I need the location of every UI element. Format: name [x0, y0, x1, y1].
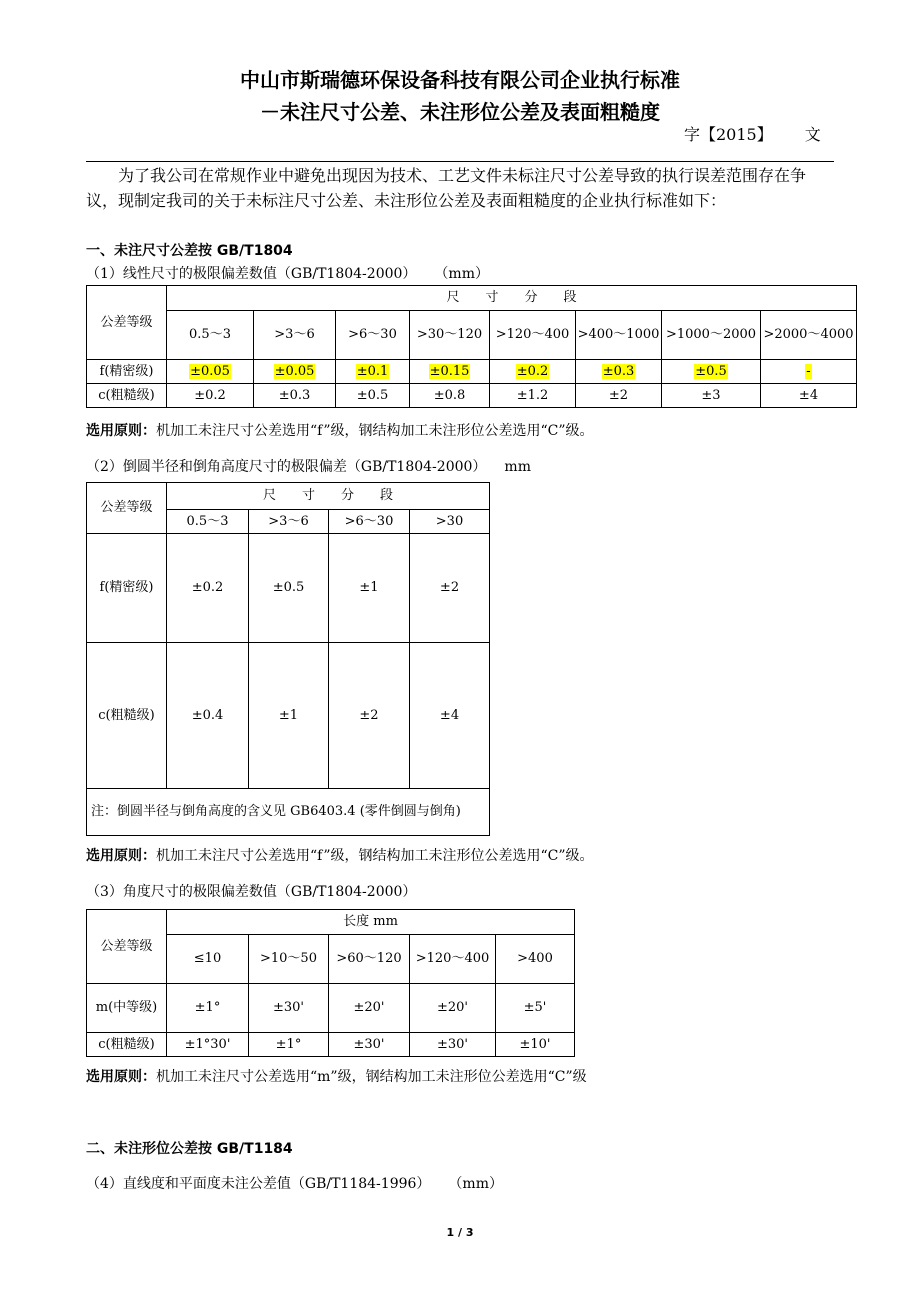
table2-cell: ±0.2: [167, 534, 249, 643]
table1-range: >3～6: [254, 311, 336, 360]
table2-note: 注：倒圆半径与倒角高度的含义见 GB6403.4 (零件倒圆与倒角): [87, 789, 490, 836]
principle-1-label: 选用原则：: [86, 423, 156, 439]
table1-range: >2000～4000: [761, 311, 857, 360]
table3-cell: ±10': [496, 1033, 575, 1057]
table2-cell: ±1: [249, 643, 329, 789]
table1-cell: ±0.3: [254, 384, 336, 408]
doc-no-prefix: 字【2015】: [684, 125, 773, 144]
table2-caption-text: （2）倒圆半径和倒角高度尺寸的极限偏差（GB/T1804-2000）: [86, 459, 487, 475]
table1-range: 0.5～3: [167, 311, 254, 360]
table3-cell: ±20': [410, 984, 496, 1033]
table3-cell: ±20': [329, 984, 410, 1033]
angle-tolerance-table: [86, 909, 575, 1057]
table3-range: ≤10: [167, 935, 249, 984]
table-row: [87, 1033, 575, 1057]
table2-cell: ±4: [410, 643, 490, 789]
table1-cell: ±0.5: [695, 363, 727, 379]
table2-caption: [86, 456, 531, 476]
principle-3: [86, 1066, 587, 1086]
section2-heading: 二、未注形位公差按 GB/T1184: [86, 1141, 293, 1157]
table2-grade-f: f(精密级): [87, 534, 167, 643]
table2-unit: mm: [504, 459, 531, 475]
table1-range: >6～30: [336, 311, 410, 360]
table2-range: >30: [410, 510, 490, 534]
chamfer-tolerance-table: [86, 482, 490, 836]
table1-unit: （mm）: [434, 266, 489, 282]
table-row: [87, 643, 490, 789]
table3-range: >10～50: [249, 935, 329, 984]
principle-3-text: 机加工未注尺寸公差选用“m”级，钢结构加工未注形位公差选用“C”级: [156, 1069, 587, 1085]
table1-range: >1000～2000: [662, 311, 761, 360]
table3-range: >120～400: [410, 935, 496, 984]
table3-cell: ±30': [249, 984, 329, 1033]
table1-cell: ±0.3: [602, 363, 635, 379]
document-title: 中山市斯瑞德环保设备科技有限公司企业执行标准: [240, 68, 680, 92]
table1-grade-header: 公差等级: [87, 286, 167, 360]
table2-cell: ±1: [329, 534, 410, 643]
table3-cell: ±1°: [249, 1033, 329, 1057]
table3-caption: （3）角度尺寸的极限偏差数值（GB/T1804-2000）: [86, 884, 417, 900]
table2-grade-header: 公差等级: [87, 483, 167, 534]
table1-cell: ±0.1: [356, 363, 389, 379]
principle-1: [86, 420, 594, 440]
linear-tolerance-table: [86, 285, 857, 408]
table1-cell: ±4: [761, 384, 857, 408]
table1-cell: ±0.05: [190, 363, 230, 379]
table1-grade-c: c(粗糙级): [87, 384, 167, 408]
table1-cell: ±0.05: [274, 363, 315, 379]
table2-cell: ±0.5: [249, 534, 329, 643]
document-subtitle: －未注尺寸公差、未注形位公差及表面粗糙度: [260, 100, 660, 124]
table4-caption: [86, 1173, 503, 1193]
principle-2-label: 选用原则：: [86, 848, 156, 864]
table1-cell: ±0.5: [336, 384, 410, 408]
table3-range: >400: [496, 935, 575, 984]
table1-range: >120～400: [490, 311, 576, 360]
table4-caption-text: （4）直线度和平面度未注公差值（GB/T1184-1996）: [86, 1176, 431, 1192]
table2-range: 0.5～3: [167, 510, 249, 534]
table-row: [87, 360, 857, 384]
table3-cell: ±1°: [167, 984, 249, 1033]
table-row: [87, 534, 490, 643]
document-number: [684, 122, 834, 145]
table1-range: >400～1000: [576, 311, 662, 360]
doc-no-suffix: 文: [804, 125, 821, 144]
table1-caption-text: （1）线性尺寸的极限偏差数值（GB/T1804-2000）: [86, 266, 417, 282]
table3-length-header: 长度 mm: [167, 910, 575, 935]
table3-cell: ±5': [496, 984, 575, 1033]
table2-size-header: 尺 寸 分 段: [167, 483, 490, 510]
principle-1-text: 机加工未注尺寸公差选用“f”级，钢结构加工未注形位公差选用“C”级。: [156, 423, 594, 439]
table1-size-header: 尺 寸 分 段: [167, 286, 857, 311]
table3-grade-header: 公差等级: [87, 910, 167, 984]
table1-cell: ±3: [662, 384, 761, 408]
table3-cell: ±30': [410, 1033, 496, 1057]
table-row: [87, 984, 575, 1033]
table2-cell: ±2: [410, 534, 490, 643]
table1-cell: ±0.2: [167, 384, 254, 408]
table2-range: >3～6: [249, 510, 329, 534]
table1-cell: ±1.2: [490, 384, 576, 408]
table-row: [87, 384, 857, 408]
table3-grade-c: c(粗糙级): [87, 1033, 167, 1057]
table1-cell: -: [806, 363, 811, 379]
section1-heading: 一、未注尺寸公差按 GB/T1804: [86, 243, 293, 259]
table2-cell: ±2: [329, 643, 410, 789]
principle-3-label: 选用原则：: [86, 1069, 156, 1085]
table1-cell: ±2: [576, 384, 662, 408]
table3-cell: ±1°30': [167, 1033, 249, 1057]
table2-cell: ±0.4: [167, 643, 249, 789]
table2-grade-c: c(粗糙级): [87, 643, 167, 789]
table1-cell: ±0.15: [429, 363, 470, 379]
table3-range: >60～120: [329, 935, 410, 984]
principle-2: [86, 845, 594, 865]
table1-grade-f: f(精密级): [87, 360, 167, 384]
intro-paragraph: 为了我公司在常规作业中避免出现因为技术、工艺文件未标注尺寸公差导致的执行误差范围存在争议，现制定我司的关于未标注尺寸公差、未注形位公差及表面粗糙度的企业执行标准如下：: [86, 166, 807, 210]
table1-cell: ±0.2: [516, 363, 549, 379]
table1-range: >30～120: [410, 311, 490, 360]
table3-grade-m: m(中等级): [87, 984, 167, 1033]
principle-2-text: 机加工未注尺寸公差选用“f”级，钢结构加工未注形位公差选用“C”级。: [156, 848, 594, 864]
header-rule: [86, 161, 834, 162]
table4-unit: （mm）: [448, 1176, 503, 1192]
table3-cell: ±30': [329, 1033, 410, 1057]
table2-range: >6～30: [329, 510, 410, 534]
page-number: 1 / 3: [446, 1226, 474, 1239]
table1-cell: ±0.8: [410, 384, 490, 408]
table1-caption: [86, 263, 489, 283]
